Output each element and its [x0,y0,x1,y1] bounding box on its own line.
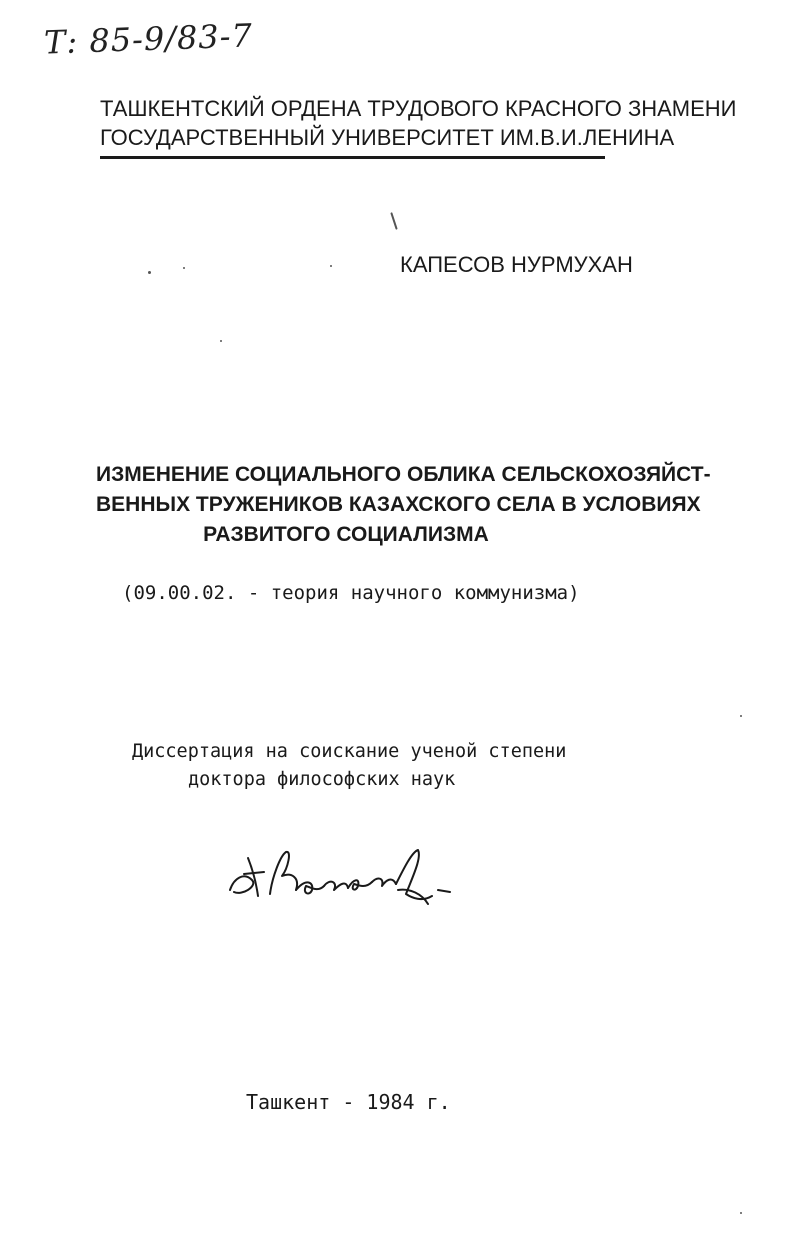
handwritten-archive-note: Т: 85-9/83-7 [43,16,254,62]
author-signature [222,838,462,918]
degree-statement-line-1: Диссертация на соискание ученой степени [132,741,567,762]
title-line-1: ИЗМЕНЕНИЕ СОЦИАЛЬНОГО ОБЛИКА СЕЛЬСКОХОЗЯЙСТ- [96,463,711,486]
scan-speck [740,715,742,717]
scan-speck [740,1212,742,1214]
degree-statement [132,738,566,794]
author-name: КАПЕСОВ НУРМУХАН [400,252,633,277]
specialty-code: (09.00.02. - теория научного коммунизма) [122,582,580,604]
scan-speck [220,340,222,342]
scan-speck [390,212,397,230]
university-name-line-2: ГОСУДАРСТВЕННЫЙ УНИВЕРСИТЕТ ИМ.В.И.ЛЕНИНА [100,125,675,150]
header-divider [100,156,605,159]
scan-speck [330,265,332,267]
scan-speck [148,271,151,274]
dissertation-title [96,460,711,550]
place-and-year: Ташкент - 1984 г. [246,1090,451,1114]
scan-speck [183,267,185,269]
title-line-3: РАЗВИТОГО СОЦИАЛИЗМА [203,523,489,546]
title-line-2: ВЕННЫХ ТРУЖЕНИКОВ КАЗАХСКОГО СЕЛА В УСЛОВИЯХ [96,493,701,516]
degree-statement-line-2: доктора философских наук [188,769,456,790]
university-name-line-1: ТАШКЕНТСКИЙ ОРДЕНА ТРУДОВОГО КРАСНОГО ЗНАМЕНИ [100,96,737,121]
